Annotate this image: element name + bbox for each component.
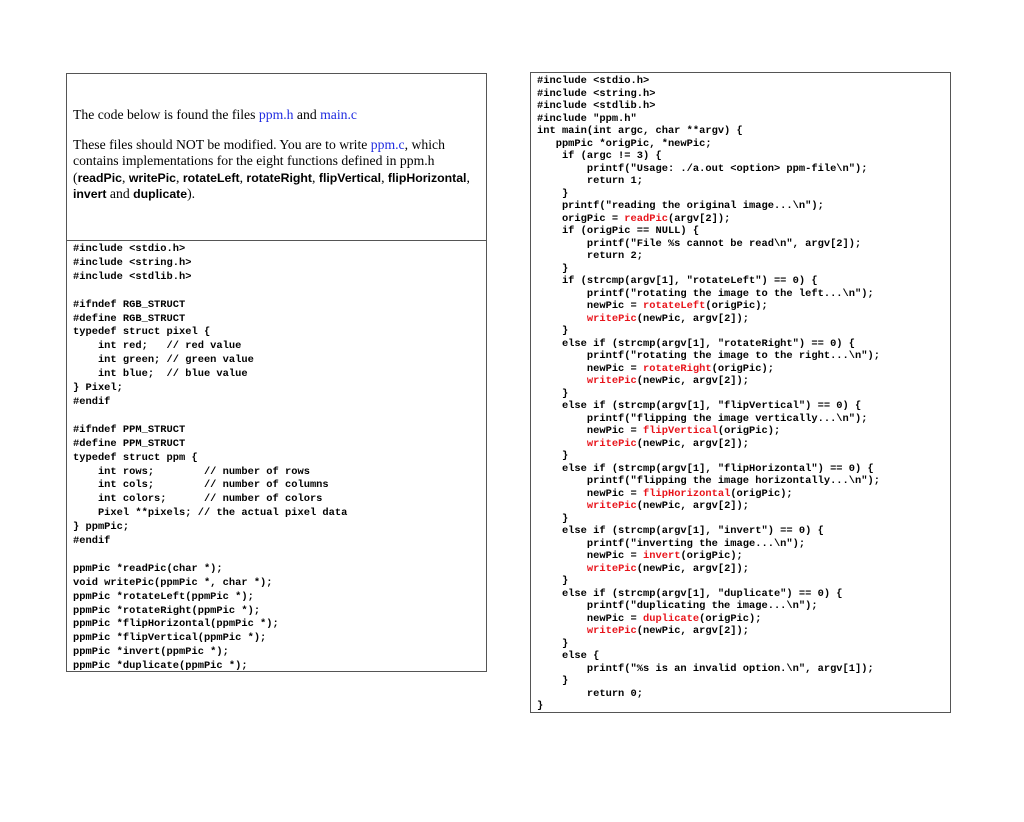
code-line: #include <stdio.h> (537, 75, 650, 87)
code-line: if (strcmp(argv[1], "rotateLeft") == 0) { (537, 275, 818, 287)
intro-line-2: These files should NOT be modified. You are to write ppm.c, which contains implementations for the eight functions defined in ppm.h (readPic, writePic, rotateLeft, rotateRight, flipVertical, flipHorizontal, invert and duplicate). (73, 136, 470, 201)
code-line: #endif (73, 395, 111, 408)
code-line: int cols; // number of columns (73, 479, 329, 492)
code-line: if (origPic == NULL) { (537, 225, 700, 237)
code-line: typedef struct pixel { (73, 326, 211, 339)
code-line: } (537, 675, 569, 687)
code-line: ppmPic *invert(ppmPic *); (73, 646, 229, 659)
code-line: else if (strcmp(argv[1], "rotateRight") == 0) { (537, 337, 856, 350)
code-line: else if (strcmp(argv[1], "flipVertical") == 0) { (537, 400, 862, 412)
code-line: newPic = rotateLeft(origPic); (537, 300, 768, 312)
code-line: #endif (73, 535, 111, 548)
code-line: int rows; // number of rows (73, 465, 310, 478)
highlighted-call: writePic (586, 312, 637, 325)
code-line: void writePic(ppmPic *, char *); (73, 576, 273, 589)
code-line: ppmPic *duplicate(ppmPic *); (73, 660, 248, 673)
code-line: return 1; (537, 175, 644, 187)
code-line: printf("inverting the image...\n"); (537, 537, 806, 550)
code-line: int green; // green value (73, 354, 254, 367)
code-line: int red; // red value (73, 340, 242, 353)
code-line: #include <string.h> (73, 256, 192, 269)
code-line: #include <string.h> (537, 87, 656, 100)
highlighted-call: readPic (624, 212, 668, 225)
code-line: } (537, 512, 569, 525)
code-line: ppmPic *readPic(char *); (73, 562, 223, 575)
highlighted-call: writePic (586, 437, 637, 450)
code-line: } (537, 262, 569, 275)
code-line: writePic(newPic, argv[2]); (586, 562, 750, 575)
code-line: printf("duplicating the image...\n"); (537, 600, 818, 612)
code-line: int colors; // number of colors (73, 493, 323, 506)
code-line: return 0; (537, 687, 644, 700)
code-line: #include <stdlib.h> (73, 270, 192, 283)
code-line (73, 285, 486, 299)
ppm-header-panel (66, 73, 487, 672)
function-list: readPic, writePic, rotateLeft, rotateRight, flipVertical, flipHorizontal, invert and duplicate (73, 169, 470, 201)
code-line: newPic = rotateRight(origPic); (537, 362, 774, 375)
intro-line-1: The code below is found the files ppm.h and main.c (73, 107, 357, 122)
code-line: writePic(newPic, argv[2]); (586, 625, 750, 637)
code-line: printf("rotating the image to the right...\n"); (537, 350, 880, 362)
main-c-panel (530, 72, 951, 713)
highlighted-call: duplicate (643, 612, 700, 625)
code-line: printf("File %s cannot be read\n", argv[2]); (537, 237, 862, 250)
code-line: else if (strcmp(argv[1], "invert") == 0) { (537, 525, 824, 537)
file-ppm-h: ppm.h (258, 107, 294, 122)
function-name: writePic (128, 170, 177, 185)
code-line: Pixel **pixels; // the actual pixel data (73, 507, 348, 520)
code-line: printf("flipping the image vertically...\n"); (537, 412, 868, 425)
code-line: #ifndef PPM_STRUCT (73, 423, 186, 436)
code-line: else if (strcmp(argv[1], "flipHorizontal") == 0) { (537, 462, 874, 475)
function-name: rotateRight (246, 170, 313, 185)
highlighted-call: writePic (586, 625, 637, 637)
code-line: newPic = invert(origPic); (537, 550, 743, 562)
code-line: #include <stdlib.h> (537, 100, 656, 112)
function-name: invert (73, 187, 107, 201)
code-line (73, 410, 486, 424)
code-line: int blue; // blue value (73, 368, 248, 381)
highlighted-call: writePic (586, 562, 637, 575)
code-line: ppmPic *flipVertical(ppmPic *); (73, 632, 267, 645)
code-line: else { (537, 650, 600, 662)
code-line: printf("Usage: ./a.out <option> ppm-file\n"); (537, 162, 868, 175)
instructions (67, 74, 486, 241)
code-line: printf("flipping the image horizontally...\n"); (537, 475, 880, 487)
code-line: } (537, 187, 569, 200)
code-line: ppmPic *origPic, *newPic; (537, 137, 712, 150)
highlighted-call: rotateRight (643, 362, 712, 375)
code-line: else if (strcmp(argv[1], "duplicate") == 0) { (537, 587, 843, 600)
code-line: } ppmPic; (73, 521, 130, 534)
function-name: rotateLeft (182, 170, 240, 185)
code-line: } (537, 387, 569, 400)
code-line: newPic = duplicate(origPic); (537, 612, 762, 625)
code-line: } Pixel; (73, 382, 123, 395)
highlighted-call: writePic (586, 500, 637, 512)
code-line: printf("%s is an invalid option.\n", argv[1]); (537, 662, 874, 675)
file-main-c: main.c (320, 107, 357, 122)
function-name: readPic (77, 170, 122, 185)
code-line: origPic = readPic(argv[2]); (537, 212, 731, 225)
code-line: } (537, 700, 544, 712)
highlighted-call: invert (643, 550, 681, 562)
code-line: writePic(newPic, argv[2]); (586, 375, 750, 387)
code-line: writePic(newPic, argv[2]); (586, 500, 750, 512)
code-line: printf("reading the original image...\n"); (537, 200, 824, 212)
code-line: ppmPic *rotateLeft(ppmPic *); (73, 590, 254, 603)
code-line: writePic(newPic, argv[2]); (586, 312, 750, 325)
code-line (73, 549, 486, 563)
code-line: } (537, 575, 569, 587)
highlighted-call: flipHorizontal (643, 487, 731, 500)
code-line: } (537, 637, 569, 650)
code-line: #define PPM_STRUCT (73, 437, 186, 450)
code-line: #include "ppm.h" (537, 112, 637, 125)
code-line: } (537, 325, 569, 337)
code-line: } (537, 450, 569, 462)
function-name: flipHorizontal (387, 170, 467, 185)
ppm-h-code (67, 241, 486, 674)
main-c-code (531, 73, 950, 713)
highlighted-call: writePic (586, 375, 637, 387)
code-line: return 2; (537, 250, 644, 262)
code-line: int main(int argc, char **argv) { (537, 125, 743, 137)
code-line: ppmPic *flipHorizontal(ppmPic *); (73, 618, 279, 631)
code-line: if (argc != 3) { (537, 150, 662, 162)
code-line: printf("rotating the image to the left...\n"); (537, 287, 874, 300)
code-line: #define RGB_STRUCT (73, 312, 186, 325)
code-line: typedef struct ppm { (73, 451, 198, 464)
code-line: writePic(newPic, argv[2]); (586, 437, 750, 450)
function-name: flipVertical (318, 170, 382, 185)
code-line: #ifndef RGB_STRUCT (73, 298, 186, 311)
code-line: #include <stdio.h> (73, 243, 186, 255)
code-line: newPic = flipVertical(origPic); (537, 425, 781, 437)
code-line: newPic = flipHorizontal(origPic); (537, 487, 793, 500)
file-ppm-c: ppm.c (370, 136, 405, 152)
function-name: duplicate (133, 187, 188, 201)
code-line: ppmPic *rotateRight(ppmPic *); (73, 604, 261, 617)
highlighted-call: flipVertical (643, 425, 718, 437)
highlighted-call: rotateLeft (643, 300, 706, 312)
